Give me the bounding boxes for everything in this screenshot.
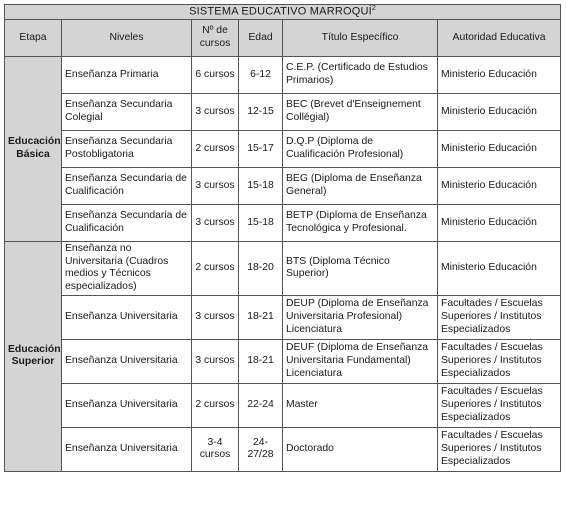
cursos-cell: 3 cursos bbox=[192, 168, 239, 205]
etapa-basica: Educación Básica bbox=[5, 57, 62, 242]
autoridad-cell: Ministerio Educación bbox=[438, 131, 561, 168]
edad-cell: 6-12 bbox=[239, 57, 283, 94]
header-edad: Edad bbox=[239, 20, 283, 57]
nivel-cell: Enseñanza Universitaria bbox=[62, 339, 192, 383]
edad-cell: 18-20 bbox=[239, 242, 283, 296]
edad-cell: 12-15 bbox=[239, 94, 283, 131]
edad-cell: 22-24 bbox=[239, 383, 283, 427]
header-etapa: Etapa bbox=[5, 20, 62, 57]
title-footnote: 2 bbox=[371, 5, 377, 12]
edad-cell: 24-27/28 bbox=[239, 427, 283, 471]
autoridad-cell: Ministerio Educación bbox=[438, 57, 561, 94]
edad-cell: 18-21 bbox=[239, 295, 283, 339]
titulo-cell: BEG (Diploma de Enseñanza General) bbox=[283, 168, 438, 205]
table-title bbox=[5, 5, 561, 20]
cursos-cell: 3 cursos bbox=[192, 295, 239, 339]
header-cursos: Nº de cursos bbox=[192, 20, 239, 57]
nivel-cell: Enseñanza Universitaria bbox=[62, 383, 192, 427]
nivel-cell: Enseñanza no Universitaria (Cuadros medios y Técnicos especializados) bbox=[62, 242, 192, 296]
autoridad-cell: Facultades / Escuelas Superiores / Institutos Especializados bbox=[438, 339, 561, 383]
etapa-superior: Educación Superior bbox=[5, 242, 62, 472]
cursos-cell: 3-4 cursos bbox=[192, 427, 239, 471]
titulo-cell: C.E.P. (Certificado de Estudios Primarios) bbox=[283, 57, 438, 94]
table-row bbox=[5, 242, 561, 296]
autoridad-cell: Ministerio Educación bbox=[438, 205, 561, 242]
autoridad-cell: Ministerio Educación bbox=[438, 94, 561, 131]
titulo-cell: BEC (Brevet d'Enseignement Collégial) bbox=[283, 94, 438, 131]
table-row bbox=[5, 168, 561, 205]
cursos-cell: 3 cursos bbox=[192, 339, 239, 383]
titulo-cell: DEUP (Diploma de Enseñanza Universitaria Profesional) Licenciatura bbox=[283, 295, 438, 339]
nivel-cell: Enseñanza Secundaria de Cualificación bbox=[62, 205, 192, 242]
edad-cell: 15-17 bbox=[239, 131, 283, 168]
cursos-cell: 3 cursos bbox=[192, 205, 239, 242]
nivel-cell: Enseñanza Secundaria de Cualificación bbox=[62, 168, 192, 205]
autoridad-cell: Facultades / Escuelas Superiores / Institutos Especializados bbox=[438, 295, 561, 339]
edad-cell: 15-18 bbox=[239, 205, 283, 242]
titulo-cell: Master bbox=[283, 383, 438, 427]
header-niveles: Niveles bbox=[62, 20, 192, 57]
table-title-text: SISTEMA EDUCATIVO MARROQUÍ bbox=[189, 5, 372, 18]
header-autoridad: Autoridad Educativa bbox=[438, 20, 561, 57]
cursos-cell: 2 cursos bbox=[192, 242, 239, 296]
cursos-cell: 6 cursos bbox=[192, 57, 239, 94]
nivel-cell: Enseñanza Universitaria bbox=[62, 295, 192, 339]
table-row bbox=[5, 131, 561, 168]
table-row bbox=[5, 295, 561, 339]
autoridad-cell: Ministerio Educación bbox=[438, 168, 561, 205]
cursos-cell: 3 cursos bbox=[192, 94, 239, 131]
table-row bbox=[5, 383, 561, 427]
nivel-cell: Enseñanza Primaria bbox=[62, 57, 192, 94]
table-row bbox=[5, 205, 561, 242]
table-row bbox=[5, 94, 561, 131]
education-system-table-container bbox=[4, 4, 561, 472]
titulo-cell: D.Q.P (Diploma de Cualificación Profesional) bbox=[283, 131, 438, 168]
autoridad-cell: Facultades / Escuelas Superiores / Institutos Especializados bbox=[438, 383, 561, 427]
edad-cell: 18-21 bbox=[239, 339, 283, 383]
titulo-cell: Doctorado bbox=[283, 427, 438, 471]
table-row bbox=[5, 427, 561, 471]
header-titulo: Título Específico bbox=[283, 20, 438, 57]
nivel-cell: Enseñanza Universitaria bbox=[62, 427, 192, 471]
autoridad-cell: Ministerio Educación bbox=[438, 242, 561, 296]
nivel-cell: Enseñanza Secundaria Colegial bbox=[62, 94, 192, 131]
education-system-table bbox=[4, 4, 561, 472]
autoridad-cell: Facultades / Escuelas Superiores / Institutos Especializados bbox=[438, 427, 561, 471]
table-row bbox=[5, 57, 561, 94]
titulo-cell: DEUF (Diploma de Enseñanza Universitaria Fundamental) Licenciatura bbox=[283, 339, 438, 383]
cursos-cell: 2 cursos bbox=[192, 131, 239, 168]
table-row bbox=[5, 339, 561, 383]
cursos-cell: 2 cursos bbox=[192, 383, 239, 427]
titulo-cell: BTS (Diploma Técnico Superior) bbox=[283, 242, 438, 296]
nivel-cell: Enseñanza Secundaria Postobligatoria bbox=[62, 131, 192, 168]
edad-cell: 15-18 bbox=[239, 168, 283, 205]
titulo-cell: BETP (Diploma de Enseñanza Tecnológica y Profesional. bbox=[283, 205, 438, 242]
